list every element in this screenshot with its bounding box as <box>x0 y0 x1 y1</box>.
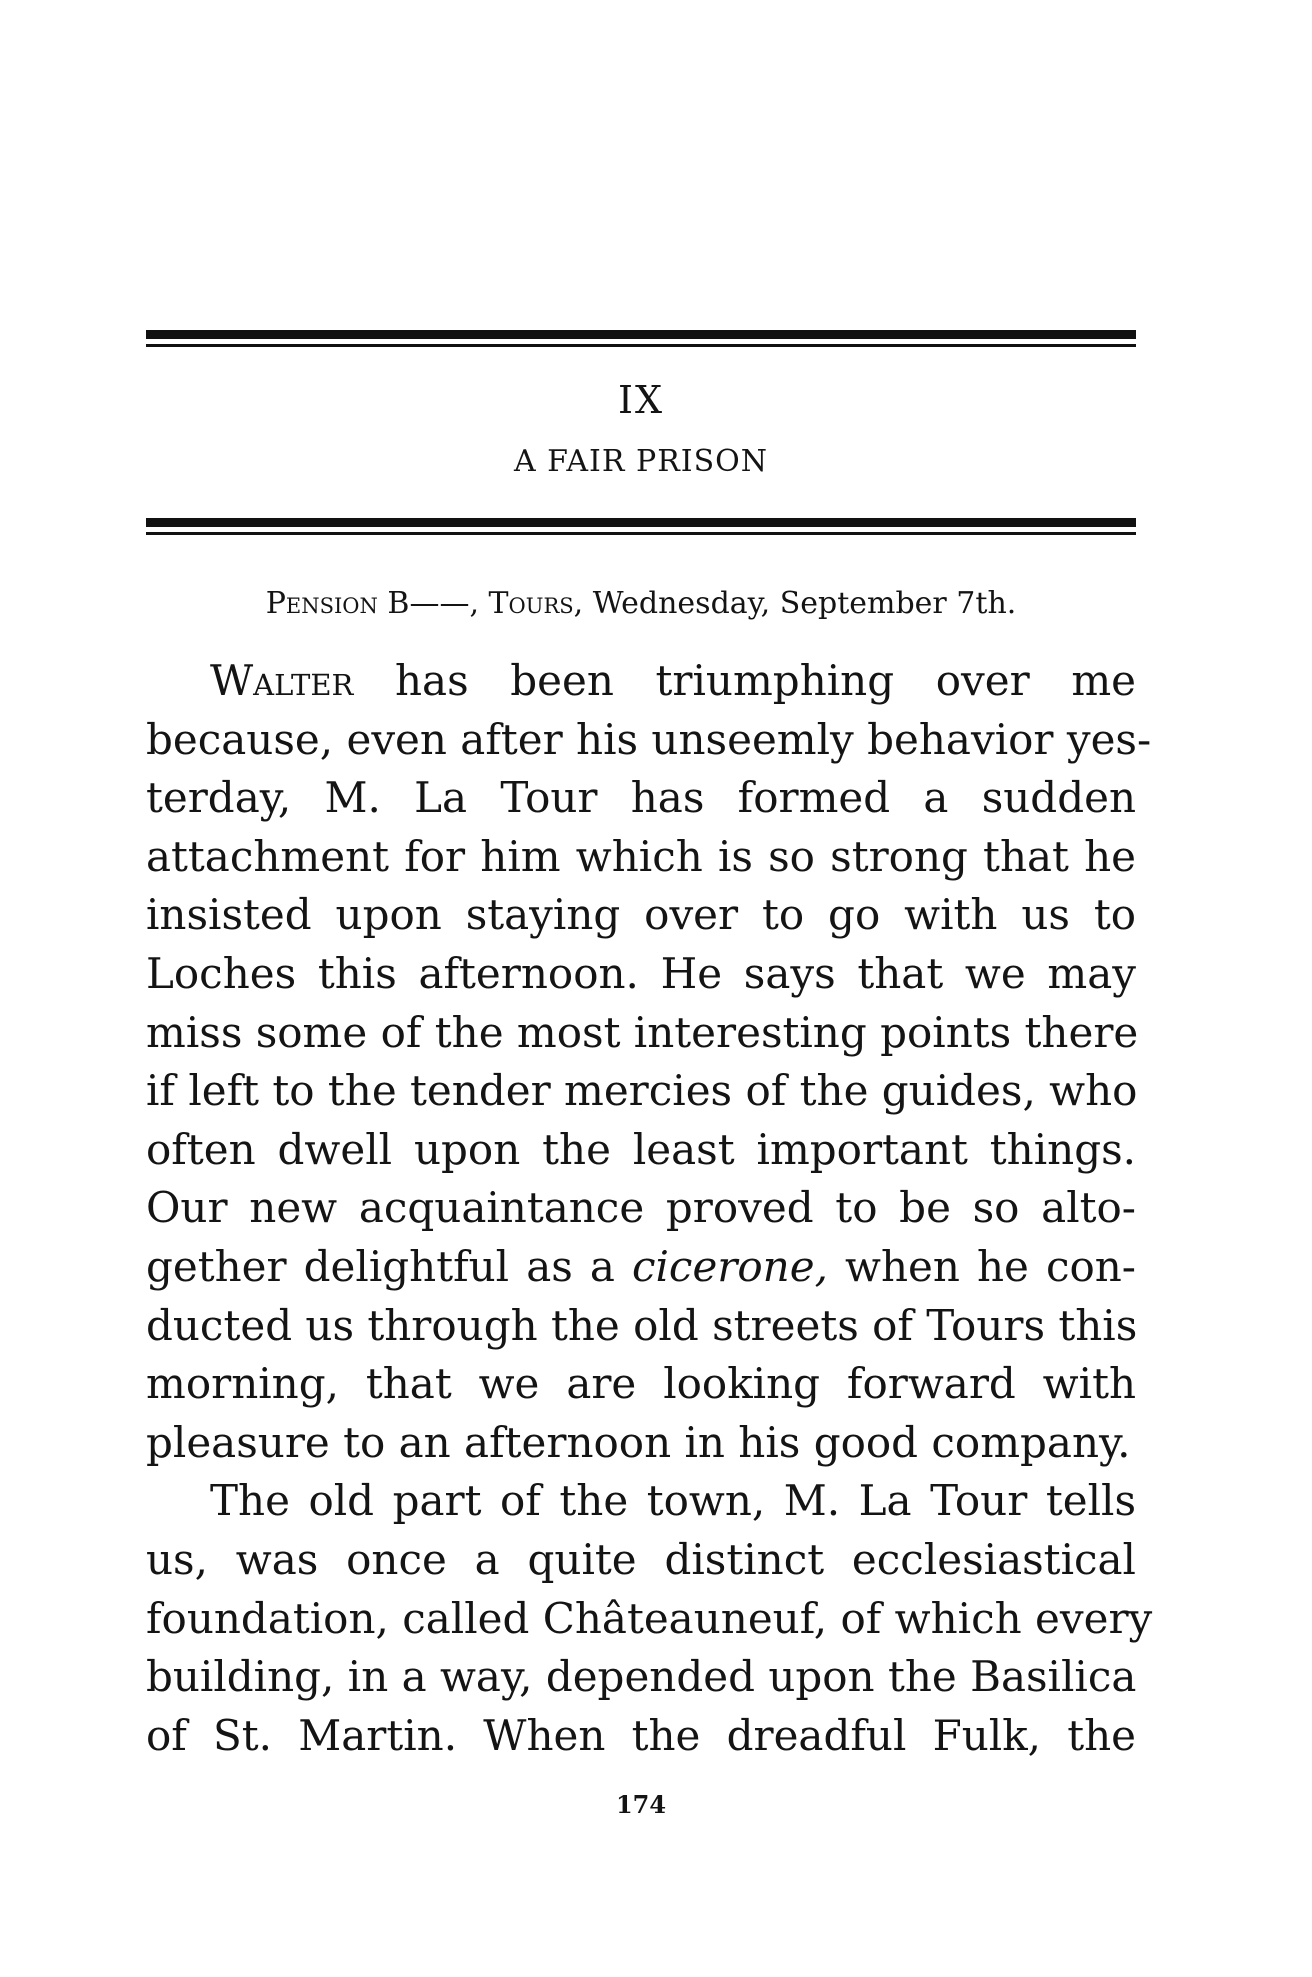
paragraph-1-line: terday, M. La Tour has formed a sudden <box>146 773 1136 823</box>
paragraph-2-line: us, was once a quite distinct ecclesiastical <box>146 1534 1136 1584</box>
paragraph-1-line: Walter has been triumphing over me <box>210 656 1137 705</box>
dateline-place: Pension B——, <box>265 586 479 621</box>
paragraph-1-line: if left to the tender mercies of the guides, who <box>146 1066 1138 1116</box>
paragraph-1-line: miss some of the most interesting points there <box>146 1007 1139 1057</box>
opening-word: Walter <box>210 656 354 705</box>
paragraph-1-line: attachment for him which is so strong that he <box>146 831 1136 881</box>
dateline-city: Tours, <box>488 586 584 621</box>
paragraph-2-line: The old part of the town, M. La Tour tells <box>210 1476 1136 1526</box>
body-text <box>146 652 1153 1765</box>
page-number: 174 <box>615 1790 667 1819</box>
paragraph-1-line: morning, that we are looking forward with <box>146 1359 1136 1409</box>
chapter-heading-top-rule <box>146 330 1136 347</box>
chapter-number: IX <box>617 378 665 422</box>
chapter-title: A FAIR PRISON <box>513 444 769 479</box>
chapter-heading-bottom-rule <box>146 518 1136 535</box>
italic-word: cicerone, <box>631 1241 828 1291</box>
paragraph-1-line: because, even after his unseemly behavior yes- <box>146 714 1152 764</box>
dateline <box>146 586 1136 621</box>
paragraph-2-line: of St. Martin. When the dreadful Fulk, the <box>146 1710 1136 1760</box>
paragraph-2-line: building, in a way, depended upon the Basilica <box>146 1652 1137 1702</box>
paragraph-1-line: Our new acquaintance proved to be so alto- <box>146 1183 1136 1233</box>
paragraph-1-line: ducted us through the old streets of Tours this <box>146 1300 1138 1350</box>
paragraph-1-line: Loches this afternoon. He says that we may <box>146 948 1136 998</box>
paragraph-2-line: foundation, called Châteauneuf, of which every <box>146 1593 1153 1643</box>
paragraph-1-line: pleasure to an afternoon in his good company. <box>146 1417 1131 1467</box>
paragraph-1-line: gether delightful as a cicerone, when he con- <box>146 1241 1136 1291</box>
dateline-date: Wednesday, September 7th. <box>592 586 1017 621</box>
paragraph-1-line: insisted upon staying over to go with us to <box>146 890 1136 940</box>
paragraph-1-line: often dwell upon the least important things. <box>146 1124 1136 1174</box>
